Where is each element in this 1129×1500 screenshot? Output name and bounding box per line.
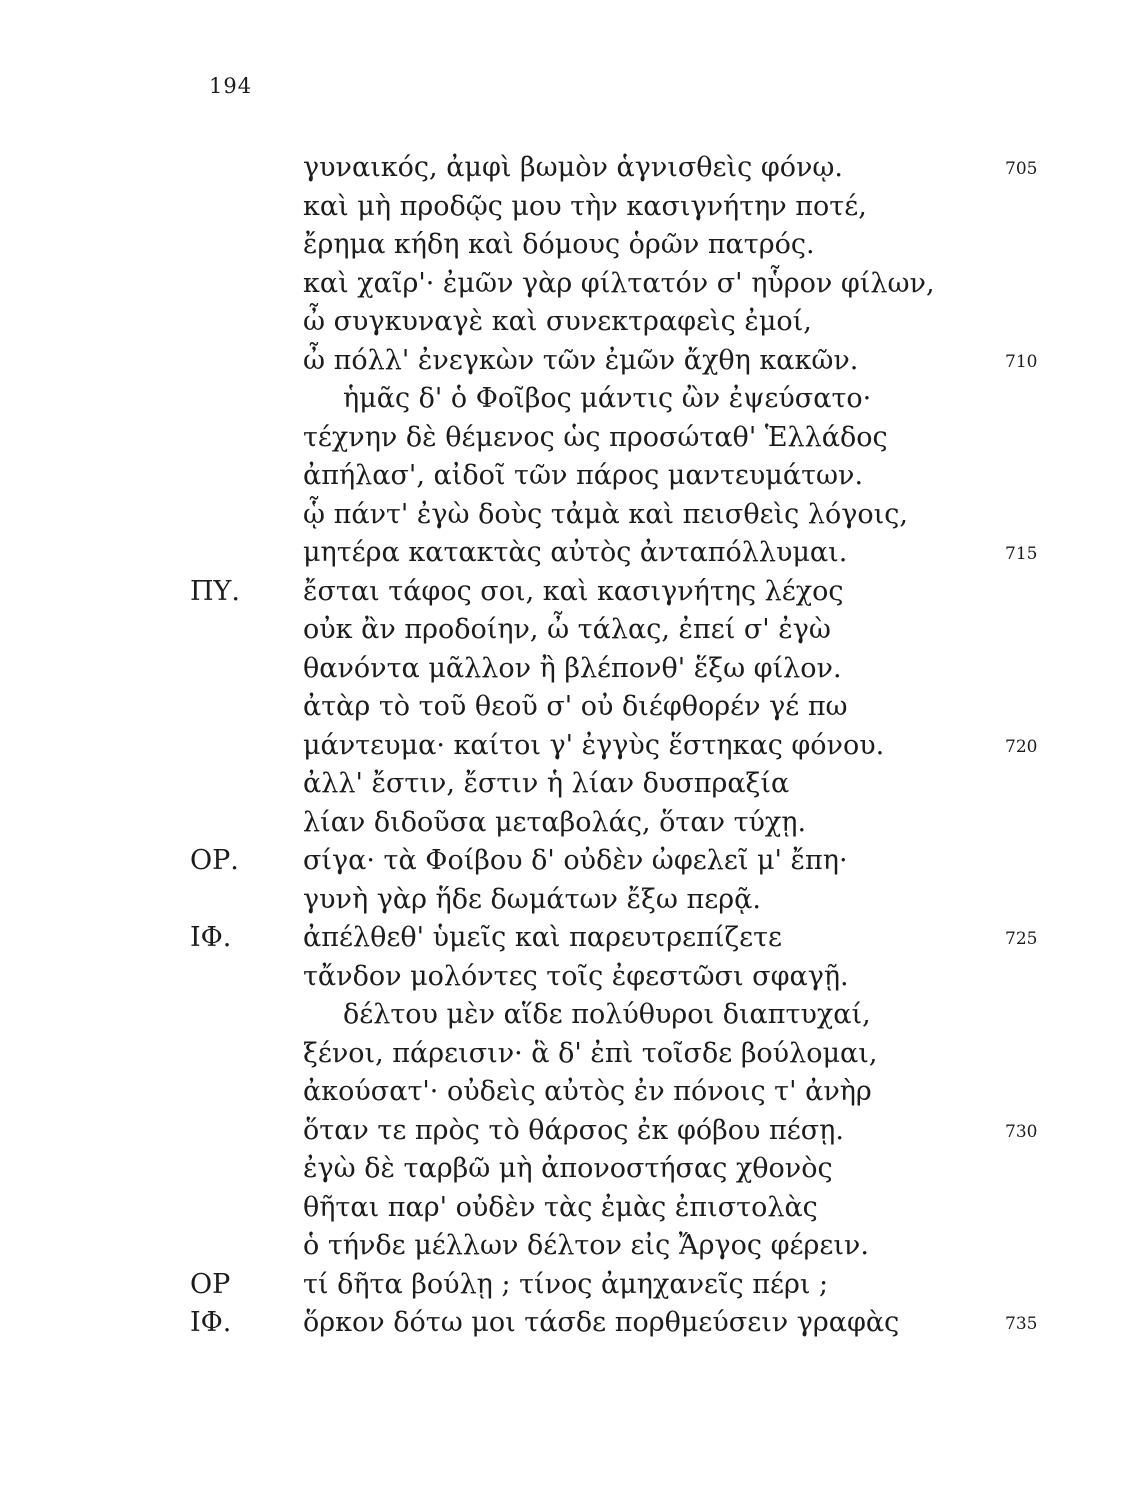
verse-text: ἀπήλασ', αἰδοῖ τῶν πάρος μαντευμάτων.	[303, 460, 864, 491]
verse-text: ὦ πόλλ' ἐνεγκὼν τῶν ἐμῶν ἄχθη κακῶν.	[303, 344, 859, 376]
verse-text: θανόντα μᾶλλον ἢ βλέπονθ' ἕξω φίλον.	[303, 652, 842, 684]
verse-text: θῆται παρ' οὐδὲν τὰς ἐμὰς ἐπιστολὰς	[303, 1191, 818, 1223]
verse-text: τέχνην δὲ θέμενος ὡς προσώταθ' Ἑλλάδος	[303, 421, 888, 453]
line-number: 735	[1005, 1314, 1038, 1334]
verse-line	[0, 341, 1129, 381]
verse-line	[0, 1303, 1129, 1343]
verse-line	[0, 1188, 1129, 1228]
verse-text: ἡμᾶς δ' ὁ Φοῖβος μάντις ὢν ἐψεύσατο·	[343, 383, 872, 414]
line-number: 710	[1005, 351, 1038, 372]
verse-line	[0, 187, 1129, 227]
line-number: 705	[1005, 159, 1038, 179]
speaker-label: ΙΦ.	[190, 922, 232, 953]
verse-line	[0, 995, 1129, 1035]
verse-line	[0, 495, 1129, 535]
verse-text: γυναικός, ἀμφὶ βωμὸν ἁγνισθεὶς φόνῳ.	[303, 152, 843, 183]
verse-text: ὁ τήνδε μέλλων δέλτον εἰς Ἄργος φέρειν.	[303, 1230, 869, 1261]
verse-text: καὶ χαῖρ'· ἐμῶν γὰρ φίλτατόν σ' ηὗρον φίλων,	[303, 267, 935, 299]
verse-text: ἀλλ' ἔστιν, ἔστιν ἡ λίαν δυσπραξία	[303, 768, 790, 799]
verse-line	[0, 1111, 1129, 1151]
line-number: 730	[1005, 1121, 1038, 1142]
verse-line	[0, 841, 1129, 881]
verse-line	[0, 918, 1129, 958]
verse-line	[0, 1034, 1129, 1074]
verse-text: ἀπέλθεθ' ὑμεῖς καὶ παρευτρεπίζετε	[303, 922, 783, 953]
verse-line	[0, 1149, 1129, 1189]
verse-line	[0, 1226, 1129, 1266]
verse-line	[0, 572, 1129, 612]
line-number: 725	[1005, 929, 1038, 949]
verse-line	[0, 379, 1129, 419]
line-number: 715	[1005, 544, 1038, 564]
verse-line	[0, 264, 1129, 304]
verse-line	[0, 418, 1129, 458]
verse-text: ᾧ πάντ' ἐγὼ δοὺς τἀμὰ καὶ πεισθεὶς λόγοις,	[303, 498, 908, 530]
verse-line	[0, 649, 1129, 689]
speaker-label: ΠΥ.	[190, 575, 240, 607]
verse-text: ἔρημα κήδη καὶ δόμους ὁρῶν πατρός.	[303, 229, 815, 260]
verse-text: ξένοι, πάρεισιν· ἃ δ' ἐπὶ τοῖσδε βούλομαι,	[303, 1037, 878, 1069]
verse-text: ἐγὼ δὲ ταρβῶ μὴ ἀπονοστήσας χθονὸς	[303, 1153, 833, 1184]
verse-line	[0, 533, 1129, 573]
verse-line	[0, 302, 1129, 342]
speaker-label: ΟΡ	[190, 1268, 231, 1300]
verse-line	[0, 225, 1129, 265]
verse-line	[0, 1265, 1129, 1305]
verse-text: ἔσται τάφος σοι, καὶ κασιγνήτης λέχος	[303, 575, 844, 607]
verse-line	[0, 687, 1129, 727]
verse-text: σίγα· τὰ Φοίβου δ' οὐδὲν ὠφελεῖ μ' ἔπη·	[303, 845, 848, 876]
verse-line	[0, 456, 1129, 496]
verse-line	[0, 148, 1129, 188]
verse-text: δέλτου μὲν αἵδε πολύθυροι διαπτυχαί,	[343, 999, 871, 1030]
verse-text: τί δῆτα βούλῃ ; τίνος ἀμηχανεῖς πέρι ;	[303, 1268, 829, 1300]
verse-text: μητέρα κατακτὰς αὐτὸς ἀνταπόλλυμαι.	[303, 537, 848, 568]
speaker-label: ΙΦ.	[190, 1307, 232, 1338]
verse-line	[0, 726, 1129, 766]
verse-line	[0, 764, 1129, 804]
verse-text: καὶ μὴ προδῷς μου τὴν κασιγνήτην ποτέ,	[303, 190, 867, 222]
verse-text: γυνὴ γὰρ ἥδε δωμάτων ἔξω περᾷ.	[303, 883, 761, 915]
verse-line	[0, 957, 1129, 997]
line-number: 720	[1005, 736, 1038, 757]
verse-text: λίαν διδοῦσα μεταβολάς, ὅταν τύχῃ.	[303, 806, 807, 838]
verse-text: τἄνδον μολόντες τοῖς ἐφεστῶσι σφαγῇ.	[303, 960, 849, 992]
verse-line	[0, 803, 1129, 843]
verse-text: μάντευμα· καίτοι γ' ἐγγὺς ἕστηκας φόνου.	[303, 729, 885, 761]
verse-text: οὐκ ἂν προδοίην, ὦ τάλας, ἐπεί σ' ἐγὼ	[303, 614, 831, 645]
verse-text: ἀκούσατ'· οὐδεὶς αὐτὸς ἐν πόνοις τ' ἀνὴρ	[303, 1076, 872, 1107]
verse-text: ἀτὰρ τὸ τοῦ θεοῦ σ' οὐ διέφθορέν γέ πω	[303, 691, 848, 722]
verse-text: ὦ συγκυναγὲ καὶ συνεκτραφεὶς ἐμοί,	[303, 306, 812, 337]
speaker-label: ΟΡ.	[190, 845, 239, 876]
verse-line	[0, 1072, 1129, 1112]
verse-line	[0, 610, 1129, 650]
verse-text: ὅταν τε πρὸς τὸ θάρσος ἐκ φόβου πέσῃ.	[303, 1114, 844, 1146]
verse-text: ὅρκον δότω μοι τάσδε πορθμεύσειν γραφὰς	[303, 1307, 900, 1338]
verse-line	[0, 880, 1129, 920]
page-number: 194	[209, 74, 253, 98]
